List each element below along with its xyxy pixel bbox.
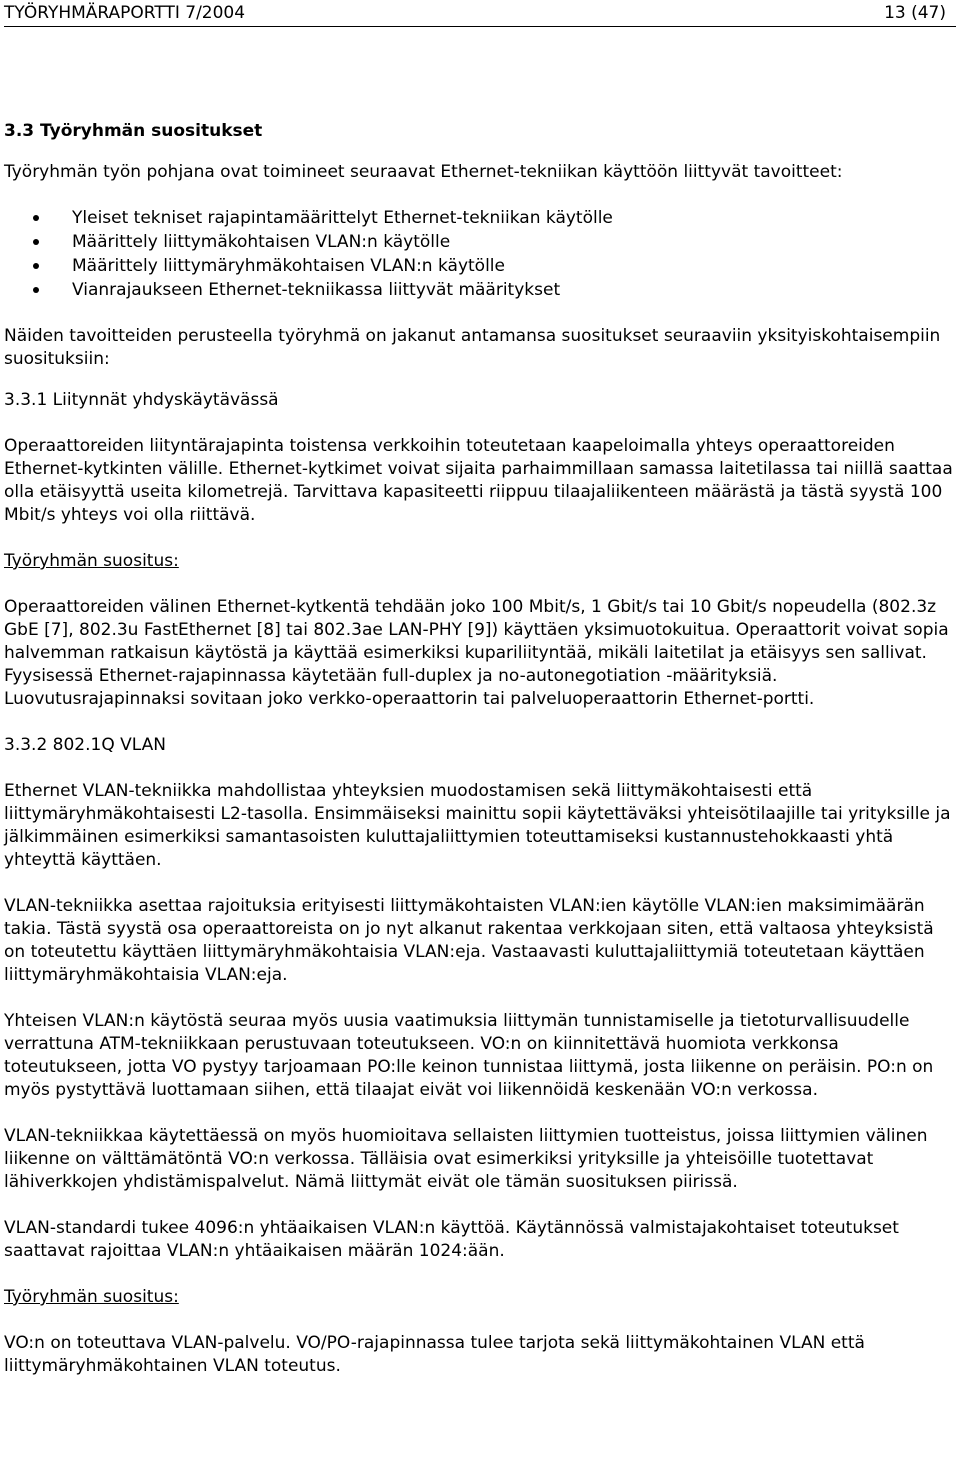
paragraph: Yhteisen VLAN:n käytöstä seuraa myös uusia vaatimuksia liittymän tunnistamiselle ja tietoturvallisuudelle verrattuna ATM-tekniikkaan perustuvaan toteutukseen. VO:n on kiinnitettävä huomiota verkkonsa toteutukseen, jotta VO pystyy tarjoamaan PO:lle keinon tunnistaa liittymä, josta liikenne on peräisin. PO:n on myös pystyttävä luottamaan siihen, että tilaajat eivät voi liikennöidä keskenään VO:n verkossa. [4,1011,934,1100]
list-item: Määrittely liittymäkohtaisen VLAN:n käytölle [4,230,956,254]
list-item: Määrittely liittymäryhmäkohtaisen VLAN:n käytölle [4,254,956,278]
recommendation-label: Työryhmän suositus: [4,551,179,571]
recommendation-text: VO:n on toteuttava VLAN-palvelu. VO/PO-rajapinnassa tulee tarjota sekä liittymäkohtainen VLAN että liittymäryhmäkohtainen VLAN toteutus. [4,1333,865,1376]
subsection-title-vlan: 3.3.2 802.1Q VLAN [4,735,166,755]
paragraph: VLAN-tekniikka asettaa rajoituksia erityisesti liittymäkohtaisten VLAN:ien käytölle VLAN:ien maksimimäärän takia. Tästä syystä osa operaattoreista on jo nyt alkanut rakentaa verkkojaan siten, että valtaosa yhteyksistä on toteutettu käyttäen liittymäryhmäkohtaisia VLAN:eja. Vastaavasti kuluttajaliittymiä toteutetaan käyttäen liittymäryhmäkohtaisia VLAN:eja. [4,896,934,985]
recommendation-text: Operaattoreiden välinen Ethernet-kytkentä tehdään joko 100 Mbit/s, 1 Gbit/s tai 10 Gbit/s nopeudella (802.3z GbE [7], 802.3u FastEthernet [8] tai 802.3ae LAN-PHY [9]) käyttäen yksimuotokuitua. Operaattorit voivat sopia halvemman ratkaisun käytöstä ja käyttää esimerkiksi kupariliityntää, mikäli laitetilat ja etäisyys sen sallivat. Fyysisessä Ethernet-rajapinnassa käytetään full-duplex ja no-autonegotiation -määrityksiä. Luovutusrajapinnaksi sovitaan joko verkko-operaattorin tai palveluoperaattorin Ethernet-portti. [4,597,949,709]
recommendation-label: Työryhmän suositus: [4,1287,179,1307]
section-title: 3.3 Työryhmän suositukset [4,121,263,141]
paragraph: Näiden tavoitteiden perusteella työryhmä on jakanut antamansa suositukset seuraaviin yksityiskohtaisempiin suosituksiin: [4,326,941,369]
paragraph: VLAN-standardi tukee 4096:n yhtäaikaisen VLAN:n käyttöä. Käytännössä valmistajakohtaiset toteutukset saattavat rajoittaa VLAN:n yhtäaikaisen määrän 1024:ään. [4,1218,899,1261]
list-item: Yleiset tekniset rajapintamäärittelyt Ethernet-tekniikan käytölle [4,206,956,230]
goals-list [4,206,956,302]
document-page [4,0,956,1378]
page-header [4,0,956,27]
subsection-title-interfaces: 3.3.1 Liitynnät yhdyskäytävässä [4,390,279,410]
report-title: TYÖRYHMÄRAPORTTI 7/2004 [4,3,246,23]
section-intro: Työryhmän työn pohjana ovat toimineet seuraavat Ethernet-tekniikan käyttöön liittyvät tavoitteet: [4,162,843,182]
paragraph: VLAN-tekniikkaa käytettäessä on myös huomioitava sellaisten liittymien tuotteistus, joissa liittymien välinen liikenne on välttämätöntä VO:n verkossa. Tälläisia ovat esimerkiksi yrityksille ja yhteisöille tuotettavat lähiverkkojen yhdistämispalvelut. Nämä liittymät eivät ole tämän suosituksen piirissä. [4,1126,928,1192]
paragraph: Operaattoreiden liityntärajapinta toistensa verkkoihin toteutetaan kaapeloimalla yhteys operaattoreiden Ethernet-kytkinten välille. Ethernet-kytkimet voivat sijaita parhaimmillaan samassa laitetilassa tai niillä saattaa olla etäisyyttä useita kilometrejä. Tarvittava kapasiteetti riippuu tilaajaliikenteen määrästä ja tästä syystä 100 Mbit/s yhteys voi olla riittävä. [4,436,953,525]
paragraph: Ethernet VLAN-tekniikka mahdollistaa yhteyksien muodostamisen sekä liittymäkohtaisesti että liittymäryhmäkohtaisesti L2-tasolla. Ensimmäiseksi mainittu sopii käytettäväksi yhteisötilaajille tai yrityksille ja jälkimmäinen esimerkiksi samantasoisten kuluttajaliittymien toteuttamiseksi kustannustehokkaasti yhtä yhteyttä käyttäen. [4,781,951,870]
page-number: 13 (47) [884,3,946,23]
list-item: Vianrajaukseen Ethernet-tekniikassa liittyvät määritykset [4,278,956,302]
